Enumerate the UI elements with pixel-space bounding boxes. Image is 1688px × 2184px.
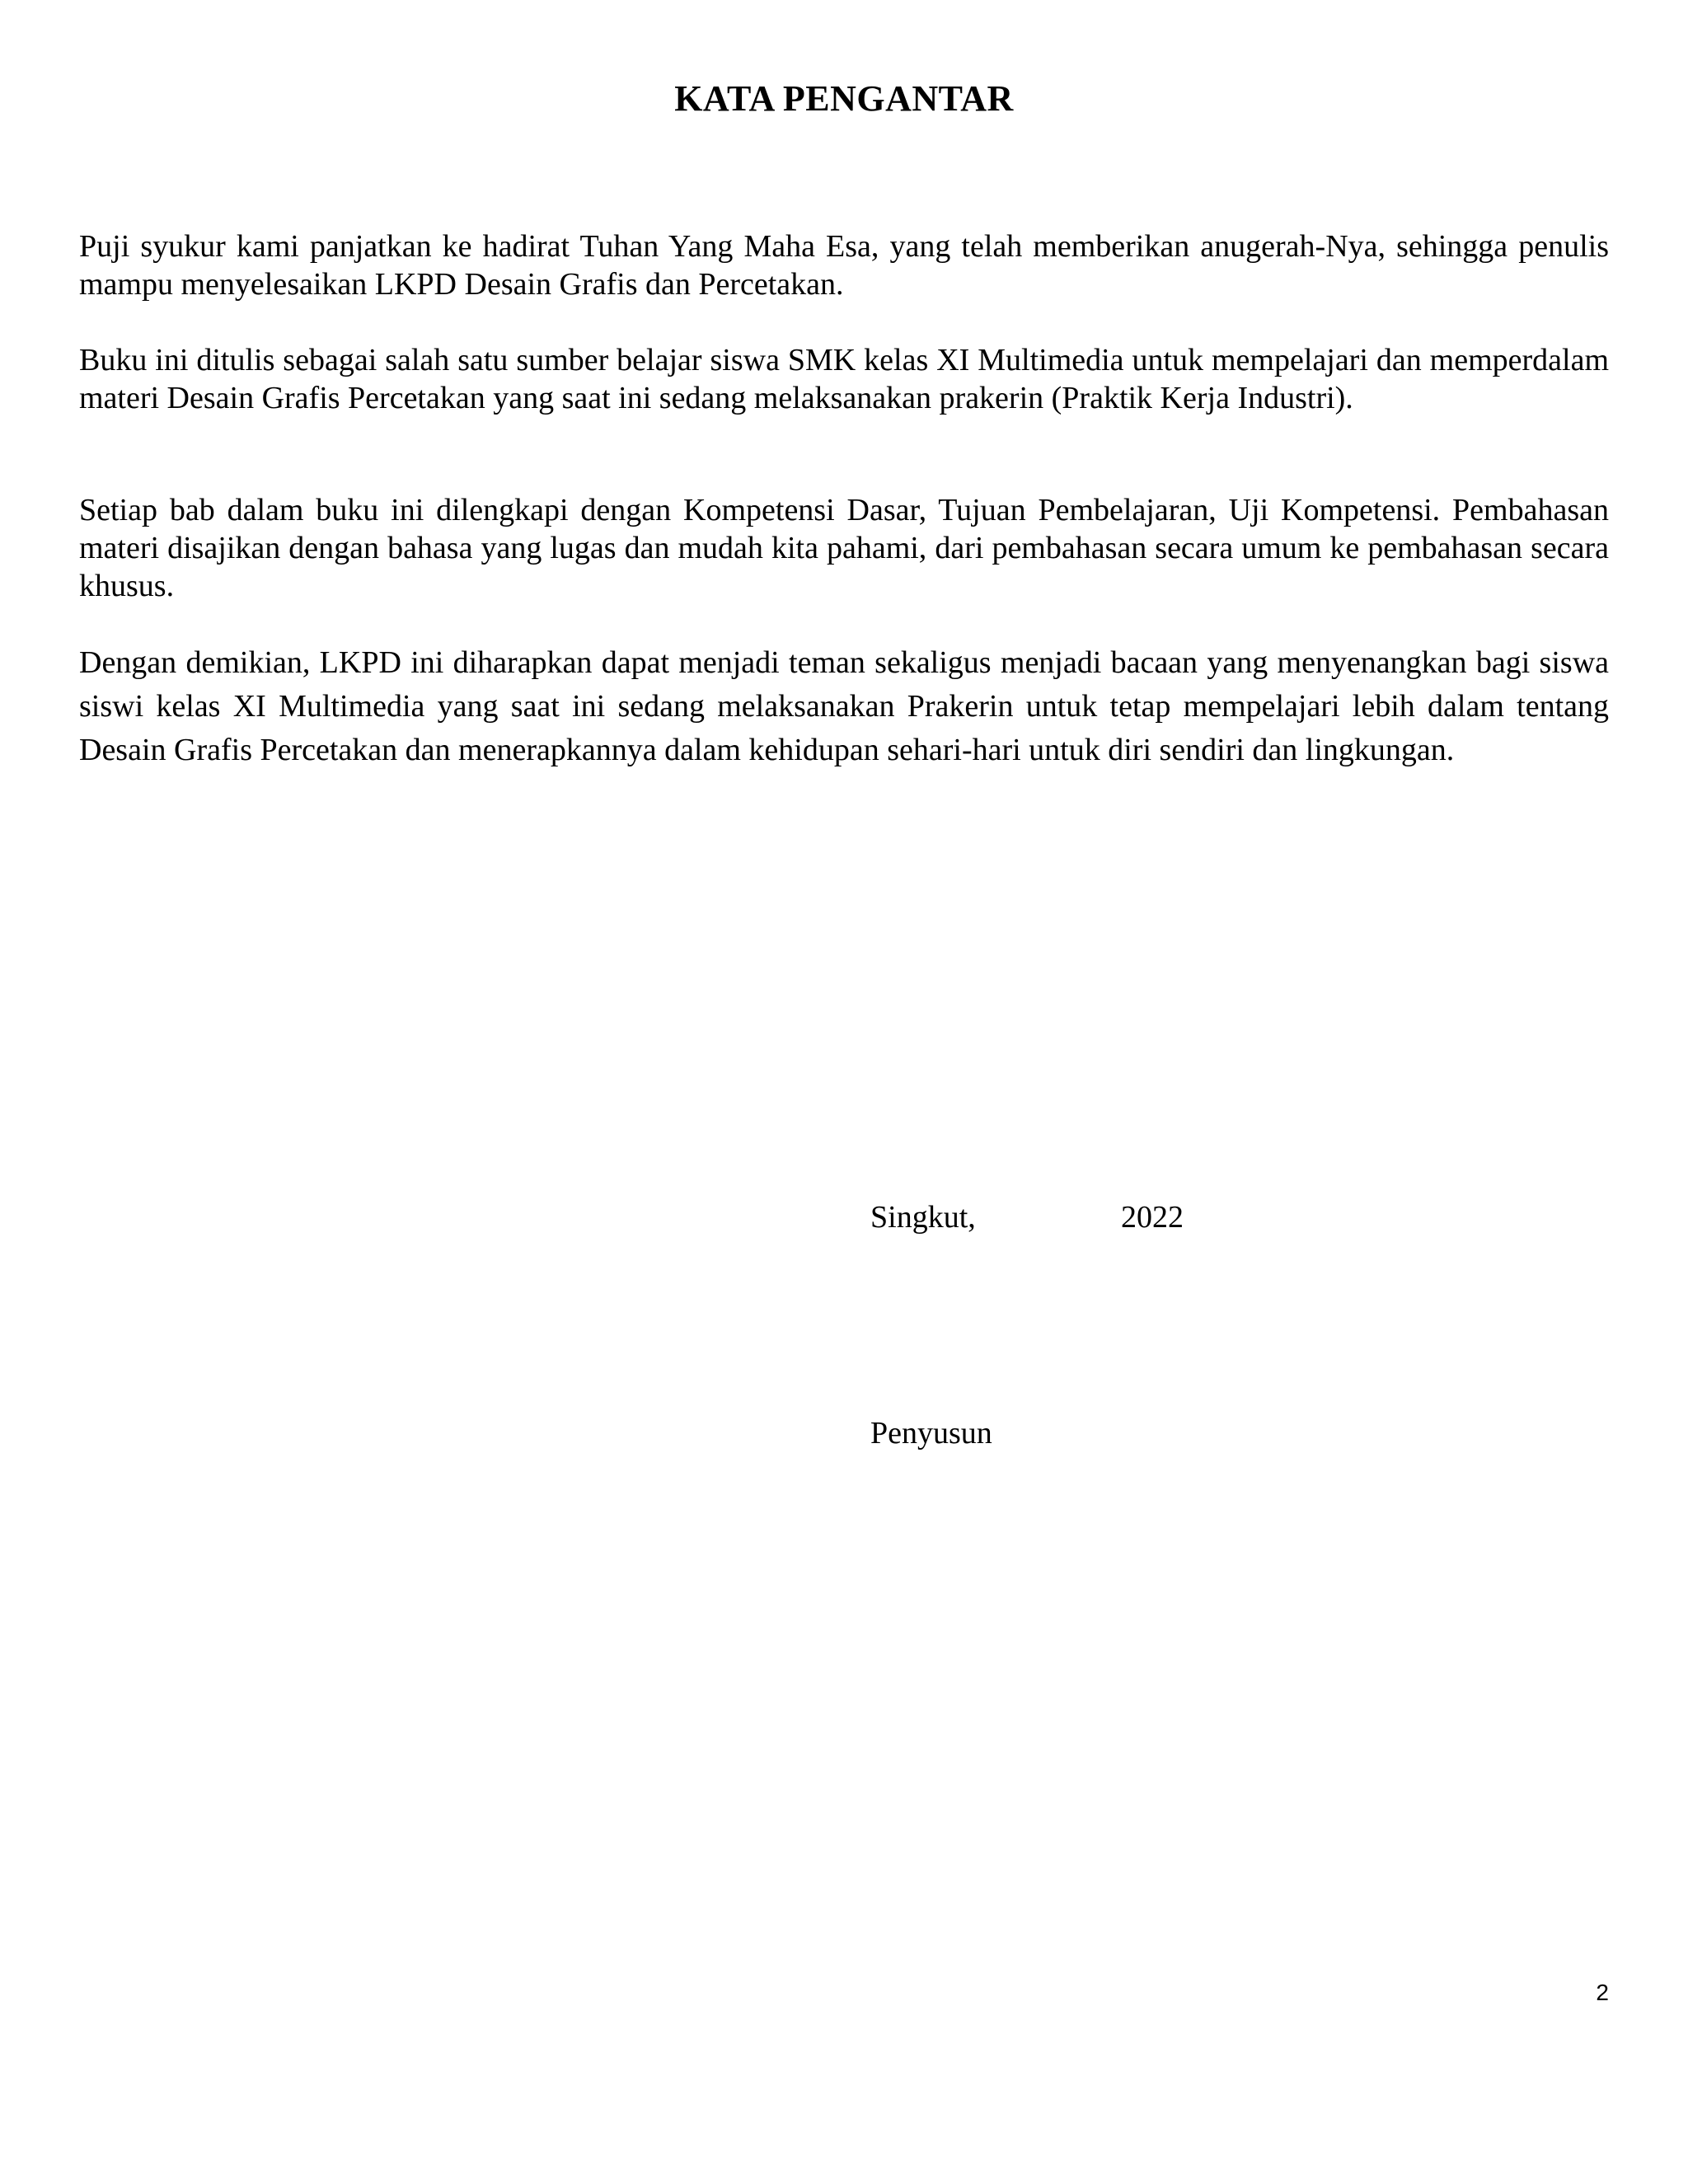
paragraph-1: Puji syukur kami panjatkan ke hadirat Tuhan Yang Maha Esa, yang telah memberikan anugerah-Nya, sehingga penulis mampu menyelesaikan LKPD Desain Grafis dan Percetakan. bbox=[79, 229, 1609, 302]
signature-place: Singkut, bbox=[870, 1200, 976, 1235]
page-title: KATA PENGANTAR bbox=[674, 78, 1014, 119]
paragraph-2: Buku ini ditulis sebagai salah satu sumber belajar siswa SMK kelas XI Multimedia untuk mempelajari dan memperdalam materi Desain Grafis Percetakan yang saat ini sedang melaksanakan prakerin (Praktik Kerja Industri). bbox=[79, 343, 1609, 415]
paragraph-3: Setiap bab dalam buku ini dilengkapi dengan Kompetensi Dasar, Tujuan Pembelajaran, Uji Kompetensi. Pembahasan materi disajikan dengan bahasa yang lugas dan mudah kita pahami, dari pembahasan secara umum ke pembahasan secara khusus. bbox=[79, 493, 1609, 603]
paragraph-4: Dengan demikian, LKPD ini diharapkan dapat menjadi teman sekaligus menjadi bacaan yang menyenangkan bagi siswa siswi kelas XI Multimedia yang saat ini sedang melaksanakan Prakerin untuk tetap mempelajari lebih dalam tentang Desain Grafis Percetakan dan menerapkannya dalam kehidupan sehari-hari untuk diri sendiri dan lingkungan. bbox=[79, 645, 1609, 767]
page-number: 2 bbox=[1596, 1980, 1609, 2005]
signature-year: 2022 bbox=[1121, 1200, 1184, 1235]
signature-author: Penyusun bbox=[870, 1416, 992, 1451]
